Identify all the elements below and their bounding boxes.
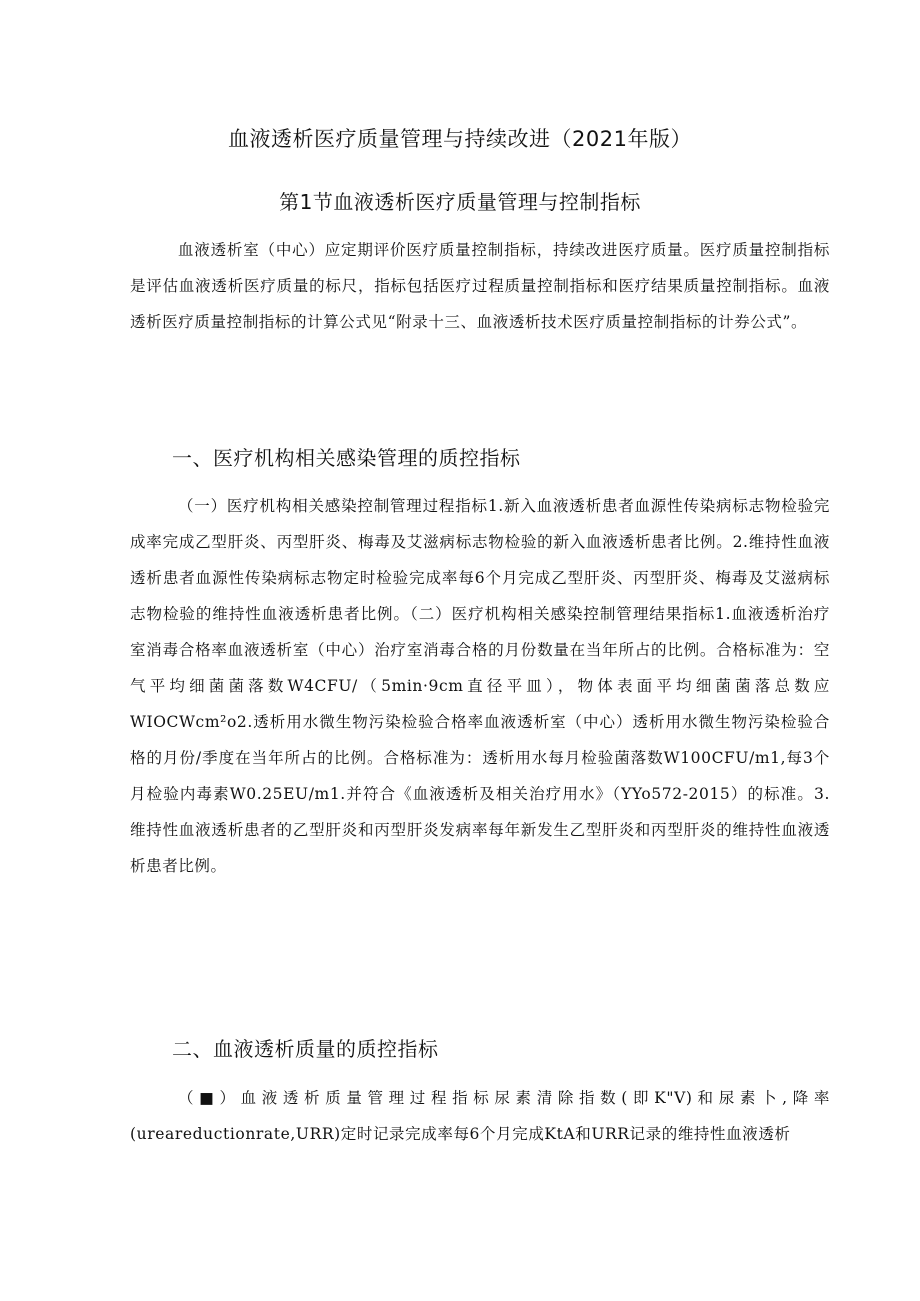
intro-paragraph: 血液透析室（中心）应定期评价医疗质量控制指标，持续改进医疗质量。医疗质量控制指标是评估血液透析医疗质量的标尺，指标包括医疗过程质量控制指标和医疗结果质量控制指标。血液透析医疗质量控制指标的计算公式见“附录十三、血液透析技术医疗质量控制指标的计券公式”。 (130, 241, 830, 331)
document-title: 血液透析医疗质量管理与持续改进（2021年版） (228, 127, 692, 151)
heading-infection-control: 一、医疗机构相关感染管理的质控指标 (172, 446, 521, 470)
heading-dialysis-quality: 二、血液透析质量的质控指标 (172, 1037, 439, 1061)
dialysis-quality-paragraph: （■）血液透析质量管理过程指标尿素清除指数(即K"V)和尿素卜,降率(ureareductionrate,URR)定时记录完成率每6个月完成KtA和URR记录的维持性血液透析 (130, 1089, 830, 1143)
section-title: 第1节血液透析医疗质量管理与控制指标 (279, 190, 641, 214)
infection-control-paragraph: （一）医疗机构相关感染控制管理过程指标1.新入血液透析患者血源性传染病标志物检验完成率完成乙型肝炎、丙型肝炎、梅毒及艾滋病标志物检验的新入血液透析患者比例。2.维持性血液透析患者血源性传染病标志物定时检验完成率每6个月完成乙型肝炎、丙型肝炎、梅毒及艾滋病标志物检验的维持性血液透析患者比例。（二）医疗机构相关感染控制管理结果指标1.血液透析治疗室消毒合格率血液透析室（中心）治疗室消毒合格的月份数量在当年所占的比例。合格标准为：空气平均细菌菌落数W4CFU/（5min·9cm直径平皿），物体表面平均细菌菌落总数应WIOCWcm²o2.透析用水微生物污染检验合格率血液透析室（中心）透析用水微生物污染检验合格的月份/季度在当年所占的比例。合格标准为：透析用水每月检验菌落数W100CFU/m1,每3个月检验内毒素W0.25EU/m1.并符合《血液透析及相关治疗用水》（YYo572-2015）的标准。3.维持性血液透析患者的乙型肝炎和丙型肝炎发病率每年新发生乙型肝炎和丙型肝炎的维持性血液透析患者比例。 (130, 497, 830, 875)
